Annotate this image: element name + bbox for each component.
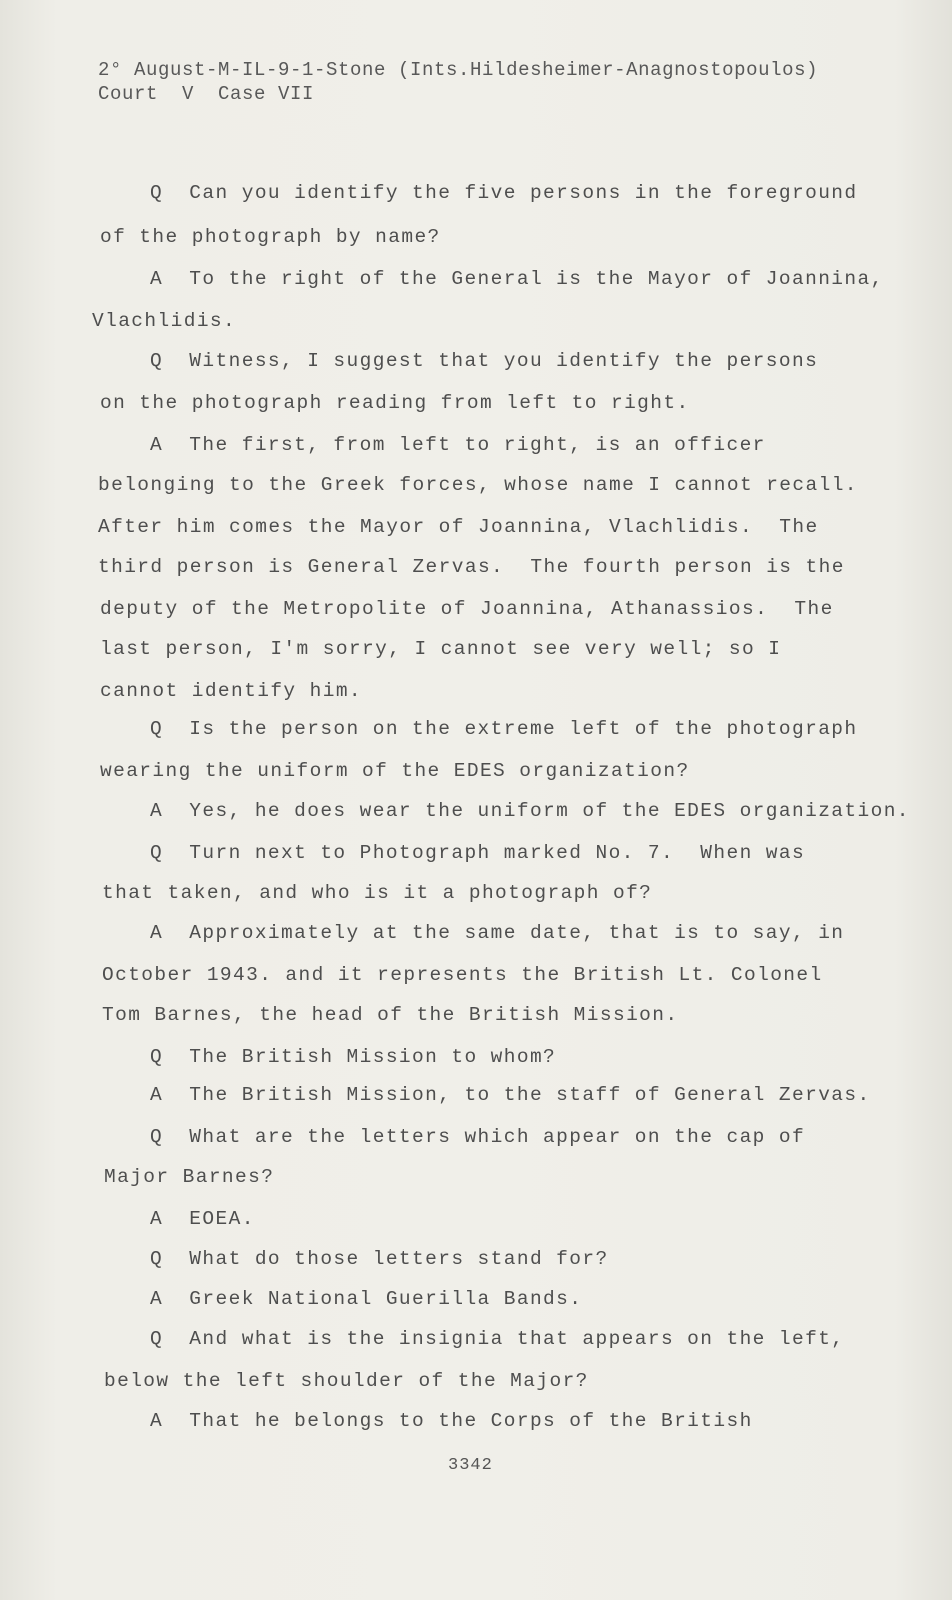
transcript-line: on the photograph reading from left to right.	[100, 392, 690, 414]
transcript-line: A EOEA.	[150, 1208, 255, 1230]
transcript-line: Vlachlidis.	[92, 310, 237, 332]
transcript-line: A The British Mission, to the staff of General Zervas.	[150, 1084, 871, 1106]
transcript-line: Q What do those letters stand for?	[150, 1248, 609, 1270]
transcript-line: that taken, and who is it a photograph of?	[102, 882, 653, 904]
transcript-line: Tom Barnes, the head of the British Mission.	[102, 1004, 679, 1026]
transcript-line: October 1943. and it represents the British Lt. Colonel	[102, 964, 823, 986]
transcript-line: Q Witness, I suggest that you identify the persons	[150, 350, 819, 372]
transcript-line: belonging to the Greek forces, whose name I cannot recall.	[98, 474, 858, 496]
transcript-line: deputy of the Metropolite of Joannina, Athanassios. The	[100, 598, 834, 620]
header-line-1: 2° August-M-IL-9-1-Stone (Ints.Hildesheimer-Anagnostopoulos)	[98, 59, 819, 81]
transcript-line: A Greek National Guerilla Bands.	[150, 1288, 583, 1310]
header-line-2: Court V Case VII	[98, 83, 315, 105]
transcript-line: After him comes the Mayor of Joannina, Vlachlidis. The	[98, 516, 819, 538]
transcript-line: A Approximately at the same date, that is to say, in	[150, 922, 845, 944]
transcript-line: below the left shoulder of the Major?	[104, 1370, 589, 1392]
transcript-line: Q Turn next to Photograph marked No. 7. When was	[150, 842, 806, 864]
transcript-line: Major Barnes?	[104, 1166, 275, 1188]
transcript-line: A Yes, he does wear the uniform of the EDES organization.	[150, 800, 910, 822]
transcript-line: third person is General Zervas. The fourth person is the	[98, 556, 845, 578]
transcript-line: last person, I'm sorry, I cannot see very well; so I	[100, 638, 782, 660]
transcript-line: wearing the uniform of the EDES organization?	[100, 760, 690, 782]
transcript-line: Q The British Mission to whom?	[150, 1046, 557, 1068]
transcript-line: A That he belongs to the Corps of the British	[150, 1410, 753, 1432]
transcript-line: cannot identify him.	[100, 680, 363, 702]
transcript-line: A The first, from left to right, is an officer	[150, 434, 766, 456]
page-number: 3342	[448, 1456, 493, 1475]
transcript-line: Q Is the person on the extreme left of the photograph	[150, 718, 858, 740]
transcript-line: of the photograph by name?	[100, 226, 441, 248]
document-header	[98, 58, 818, 106]
transcript-line: Q Can you identify the five persons in the foreground	[150, 182, 858, 204]
transcript-line: Q And what is the insignia that appears on the left,	[150, 1328, 845, 1350]
transcript-line: A To the right of the General is the Mayor of Joannina,	[150, 268, 884, 290]
transcript-line: Q What are the letters which appear on the cap of	[150, 1126, 806, 1148]
